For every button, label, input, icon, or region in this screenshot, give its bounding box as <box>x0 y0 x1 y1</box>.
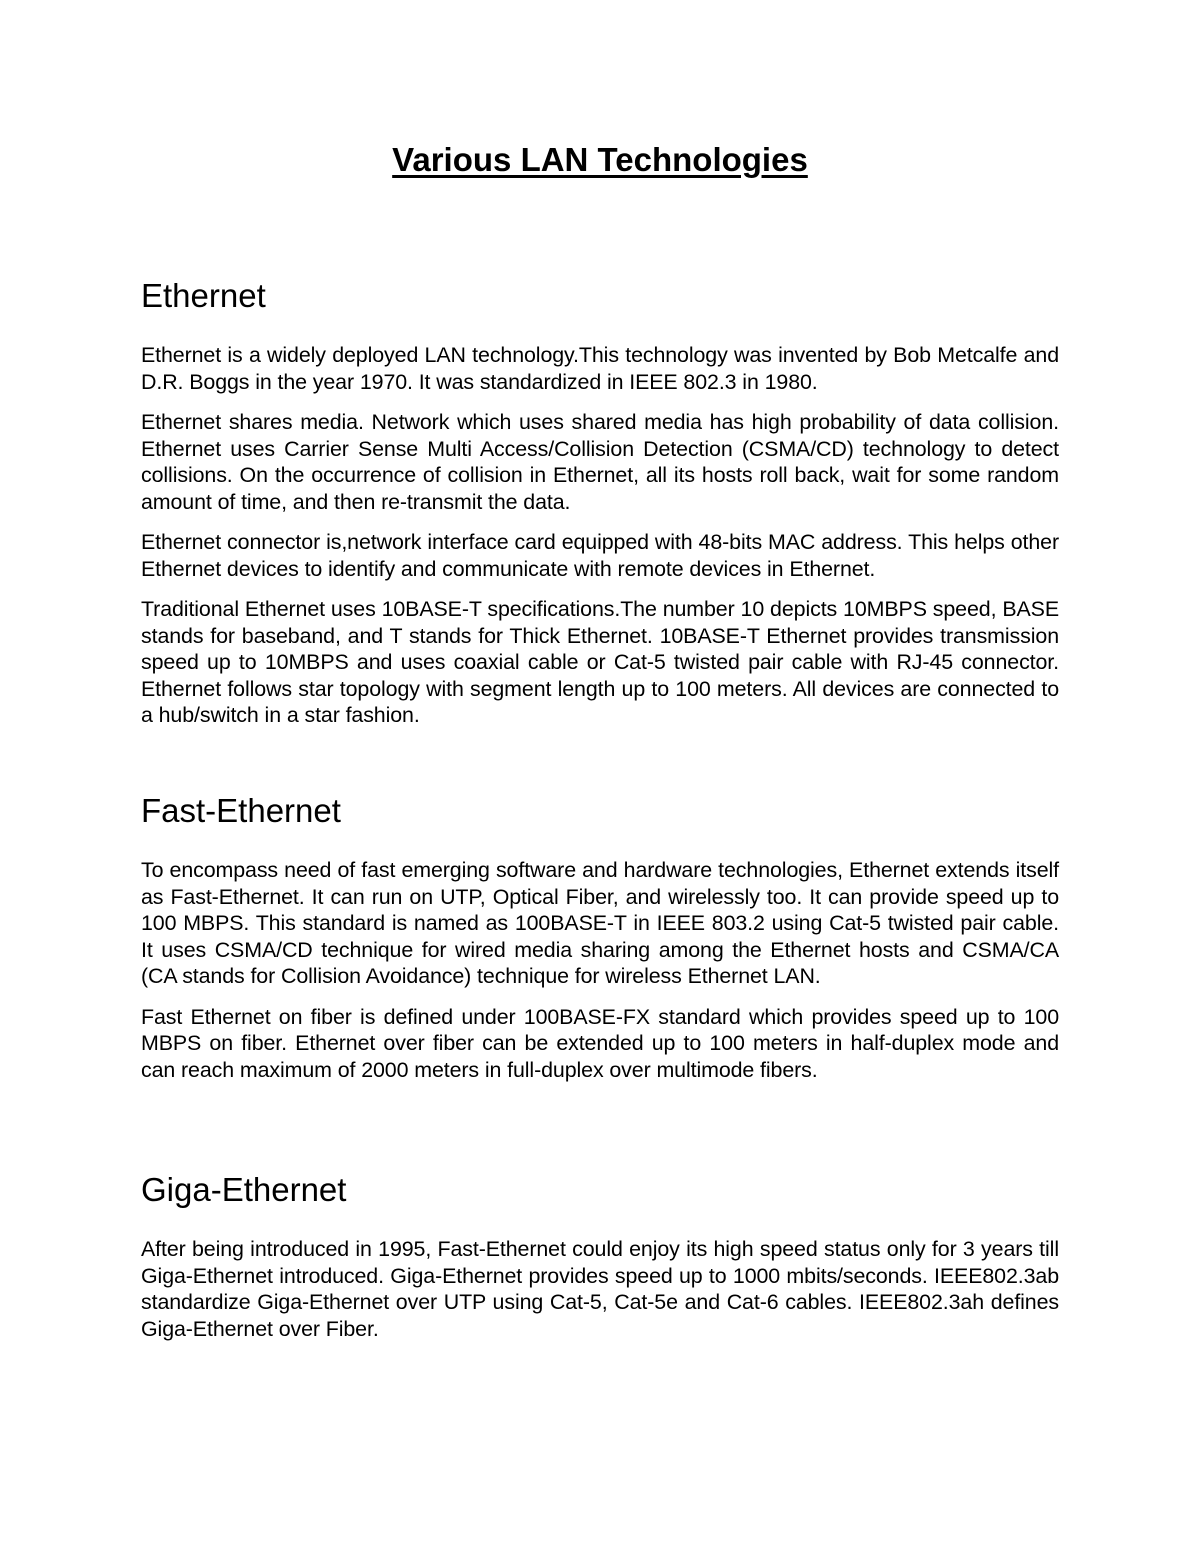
section-fast-ethernet <box>141 791 1059 1083</box>
document-title: Various LAN Technologies <box>392 141 808 178</box>
paragraph: Ethernet is a widely deployed LAN technology.This technology was invented by Bob Metcalfe and D.R. Boggs in the year 1970. It was standardized in IEEE 802.3 in 1980. <box>141 343 1059 394</box>
paragraph: After being introduced in 1995, Fast-Ethernet could enjoy its high speed status only for 3 years till Giga-Ethernet introduced. Giga-Ethernet provides speed up to 1000 mbits/seconds. IEEE802.3ab standardize Giga-Ethernet over UTP using Cat-5, Cat-5e and Cat-6 cables. IEEE802.3ah defines Giga-Ethernet over Fiber. <box>141 1237 1059 1341</box>
section-heading-fast-ethernet: Fast-Ethernet <box>141 792 341 829</box>
section-heading-ethernet: Ethernet <box>141 277 266 314</box>
paragraph: Fast Ethernet on fiber is defined under 100BASE-FX standard which provides speed up to 100 MBPS on fiber. Ethernet over fiber can be extended up to 100 meters in half-duplex mode and can reach maximum of 2000 meters in full-duplex over multimode fibers. <box>141 1004 1059 1082</box>
paragraph: Ethernet connector is,network interface card equipped with 48-bits MAC address. This helps other Ethernet devices to identify and communicate with remote devices in Ethernet. <box>141 530 1059 581</box>
section-giga-ethernet <box>141 1170 1059 1342</box>
section-heading-giga-ethernet: Giga-Ethernet <box>141 1171 347 1208</box>
paragraph: Ethernet shares media. Network which uses shared media has high probability of data collision. Ethernet uses Carrier Sense Multi Access/Collision Detection (CSMA/CD) technology to detect collisions. On the occurrence of collision in Ethernet, all its hosts roll back, wait for some random amount of time, and then re-transmit the data. <box>141 410 1059 514</box>
paragraph: Traditional Ethernet uses 10BASE-T specifications.The number 10 depicts 10MBPS speed, BASE stands for baseband, and T stands for Thick Ethernet. 10BASE-T Ethernet provides transmission speed up to 10MBPS and uses coaxial cable or Cat-5 twisted pair cable with RJ-45 connector. Ethernet follows star topology with segment length up to 100 meters. All devices are connected to a hub/switch in a star fashion. <box>141 597 1059 727</box>
section-ethernet <box>141 276 1059 729</box>
paragraph: To encompass need of fast emerging software and hardware technologies, Ethernet extends itself as Fast-Ethernet. It can run on UTP, Optical Fiber, and wirelessly too. It can provide speed up to 100 MBPS. This standard is named as 100BASE-T in IEEE 803.2 using Cat-5 twisted pair cable. It uses CSMA/CD technique for wired media sharing among the Ethernet hosts and CSMA/CA (CA stands for Collision Avoidance) technique for wireless Ethernet LAN. <box>141 858 1059 988</box>
